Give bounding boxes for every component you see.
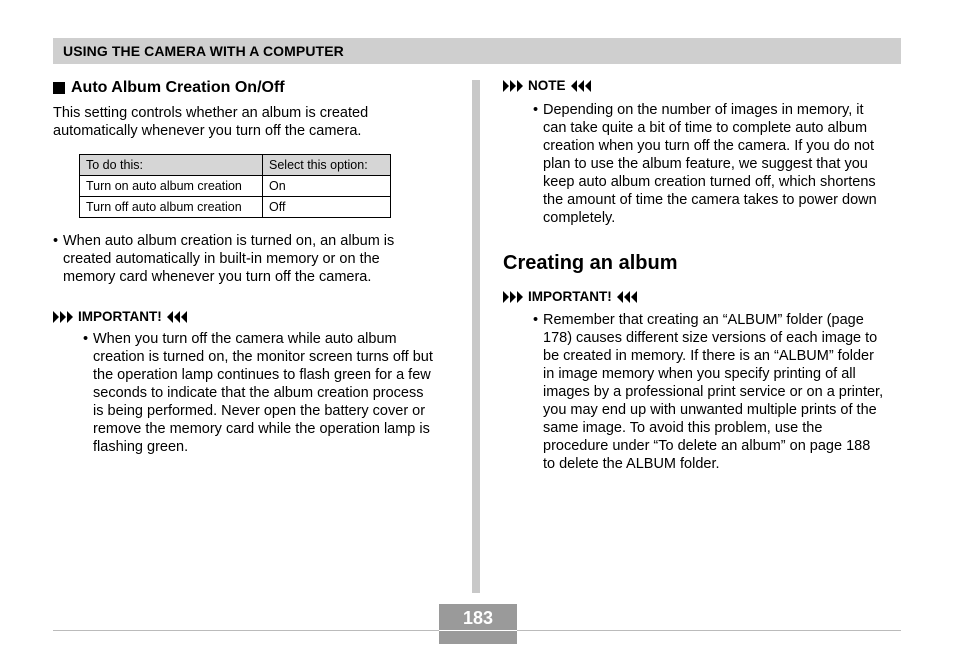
table-cell: On	[263, 176, 391, 197]
table-row	[80, 176, 391, 197]
important-line: images by a professional print service or on a printer,	[543, 384, 884, 400]
important-line: remove the memory card while the operation lamp is	[93, 421, 430, 437]
table-cell: Turn off auto album creation	[80, 197, 263, 218]
page-number-rule	[439, 630, 517, 631]
important-line: Remember that creating an “ALBUM” folder (page	[543, 312, 864, 328]
important-line: be created in memory. If there is an “ALBUM” folder	[543, 348, 874, 364]
note-callout-label	[503, 78, 903, 94]
important-line: you may end up with unwanted multiple prints of the	[543, 402, 877, 418]
important-label-text: IMPORTANT!	[78, 309, 162, 324]
table-row	[80, 197, 391, 218]
options-table	[79, 154, 391, 218]
creating-album-heading: Creating an album	[503, 252, 678, 274]
column-divider	[472, 80, 480, 593]
bullet-text	[63, 232, 394, 286]
square-bullet-icon	[53, 82, 65, 94]
bullet-line: memory card whenever you turn off the camera.	[63, 269, 372, 285]
bullet-line: When auto album creation is turned on, an album is	[63, 233, 395, 249]
table-cell: Turn on auto album creation	[80, 176, 263, 197]
table-header-cell: To do this:	[80, 155, 263, 176]
important-line: procedure under “To delete an album” on page 188	[543, 438, 871, 454]
bullet-item	[53, 232, 453, 286]
important-line: to delete the ALBUM folder.	[543, 456, 720, 472]
important-line: creation is turned on, the monitor screen turns off but	[93, 349, 433, 365]
intro-paragraph	[53, 104, 453, 140]
triple-arrow-left-icon	[617, 291, 637, 303]
bullet-dot: •	[533, 312, 539, 328]
important-line: in image memory when you specify printing of all	[543, 366, 856, 382]
triple-arrow-left-icon	[571, 80, 591, 92]
important-bullet	[533, 311, 903, 473]
note-label-text: NOTE	[528, 78, 566, 93]
important-line: is being performed. Never open the battery cover or	[93, 403, 426, 419]
page-number-box	[439, 604, 517, 644]
bullet-dot: •	[53, 233, 59, 249]
note-line: plan to use the album feature, we suggest that you	[543, 156, 868, 172]
bullet-dot: •	[533, 102, 539, 118]
note-line: can take quite a bit of time to complete auto album	[543, 120, 868, 136]
bullet-dot: •	[83, 331, 89, 347]
running-header-title: USING THE CAMERA WITH A COMPUTER	[63, 43, 344, 59]
running-header	[53, 38, 901, 64]
important-callout-label	[53, 309, 453, 325]
table-header-row	[80, 155, 391, 176]
note-line: Depending on the number of images in memory, it	[543, 102, 864, 118]
intro-line: automatically whenever you turn off the camera.	[53, 123, 362, 139]
bullet-line: created automatically in built-in memory or on the	[63, 251, 380, 267]
important-line: flashing green.	[93, 439, 189, 455]
important-line: 178) causes different size versions of each image to	[543, 330, 878, 346]
table-header-cell: Select this option:	[263, 155, 391, 176]
important-line: same image. To avoid this problem, use the	[543, 420, 823, 436]
intro-line: This setting controls whether an album is created	[53, 105, 369, 121]
page-number: 183	[462, 608, 494, 628]
note-line: creation when you turn off the camera. If you do not	[543, 138, 875, 154]
section-heading-text: Auto Album Creation On/Off	[71, 79, 285, 96]
important-bullet	[83, 330, 453, 456]
important-line: seconds to indicate that the album creation process	[93, 385, 424, 401]
right-column	[503, 78, 903, 473]
note-bullet	[533, 101, 903, 227]
important-text	[543, 311, 883, 473]
triple-arrow-right-icon	[53, 311, 73, 323]
note-line: completely.	[543, 210, 616, 226]
table-cell: Off	[263, 197, 391, 218]
important-line: the operation lamp continues to flash green for a few	[93, 367, 431, 383]
note-line: the amount of time the camera takes to power down	[543, 192, 877, 208]
important-callout-label	[503, 289, 903, 305]
important-text	[93, 330, 433, 456]
note-line: keep auto album creation turned off, which shortens	[543, 174, 876, 190]
important-line: When you turn off the camera while auto album	[93, 331, 397, 347]
section-heading	[53, 78, 453, 98]
left-column	[53, 78, 453, 456]
triple-arrow-right-icon	[503, 291, 523, 303]
important-label-text: IMPORTANT!	[528, 289, 612, 304]
triple-arrow-right-icon	[503, 80, 523, 92]
triple-arrow-left-icon	[167, 311, 187, 323]
note-text	[543, 101, 877, 227]
